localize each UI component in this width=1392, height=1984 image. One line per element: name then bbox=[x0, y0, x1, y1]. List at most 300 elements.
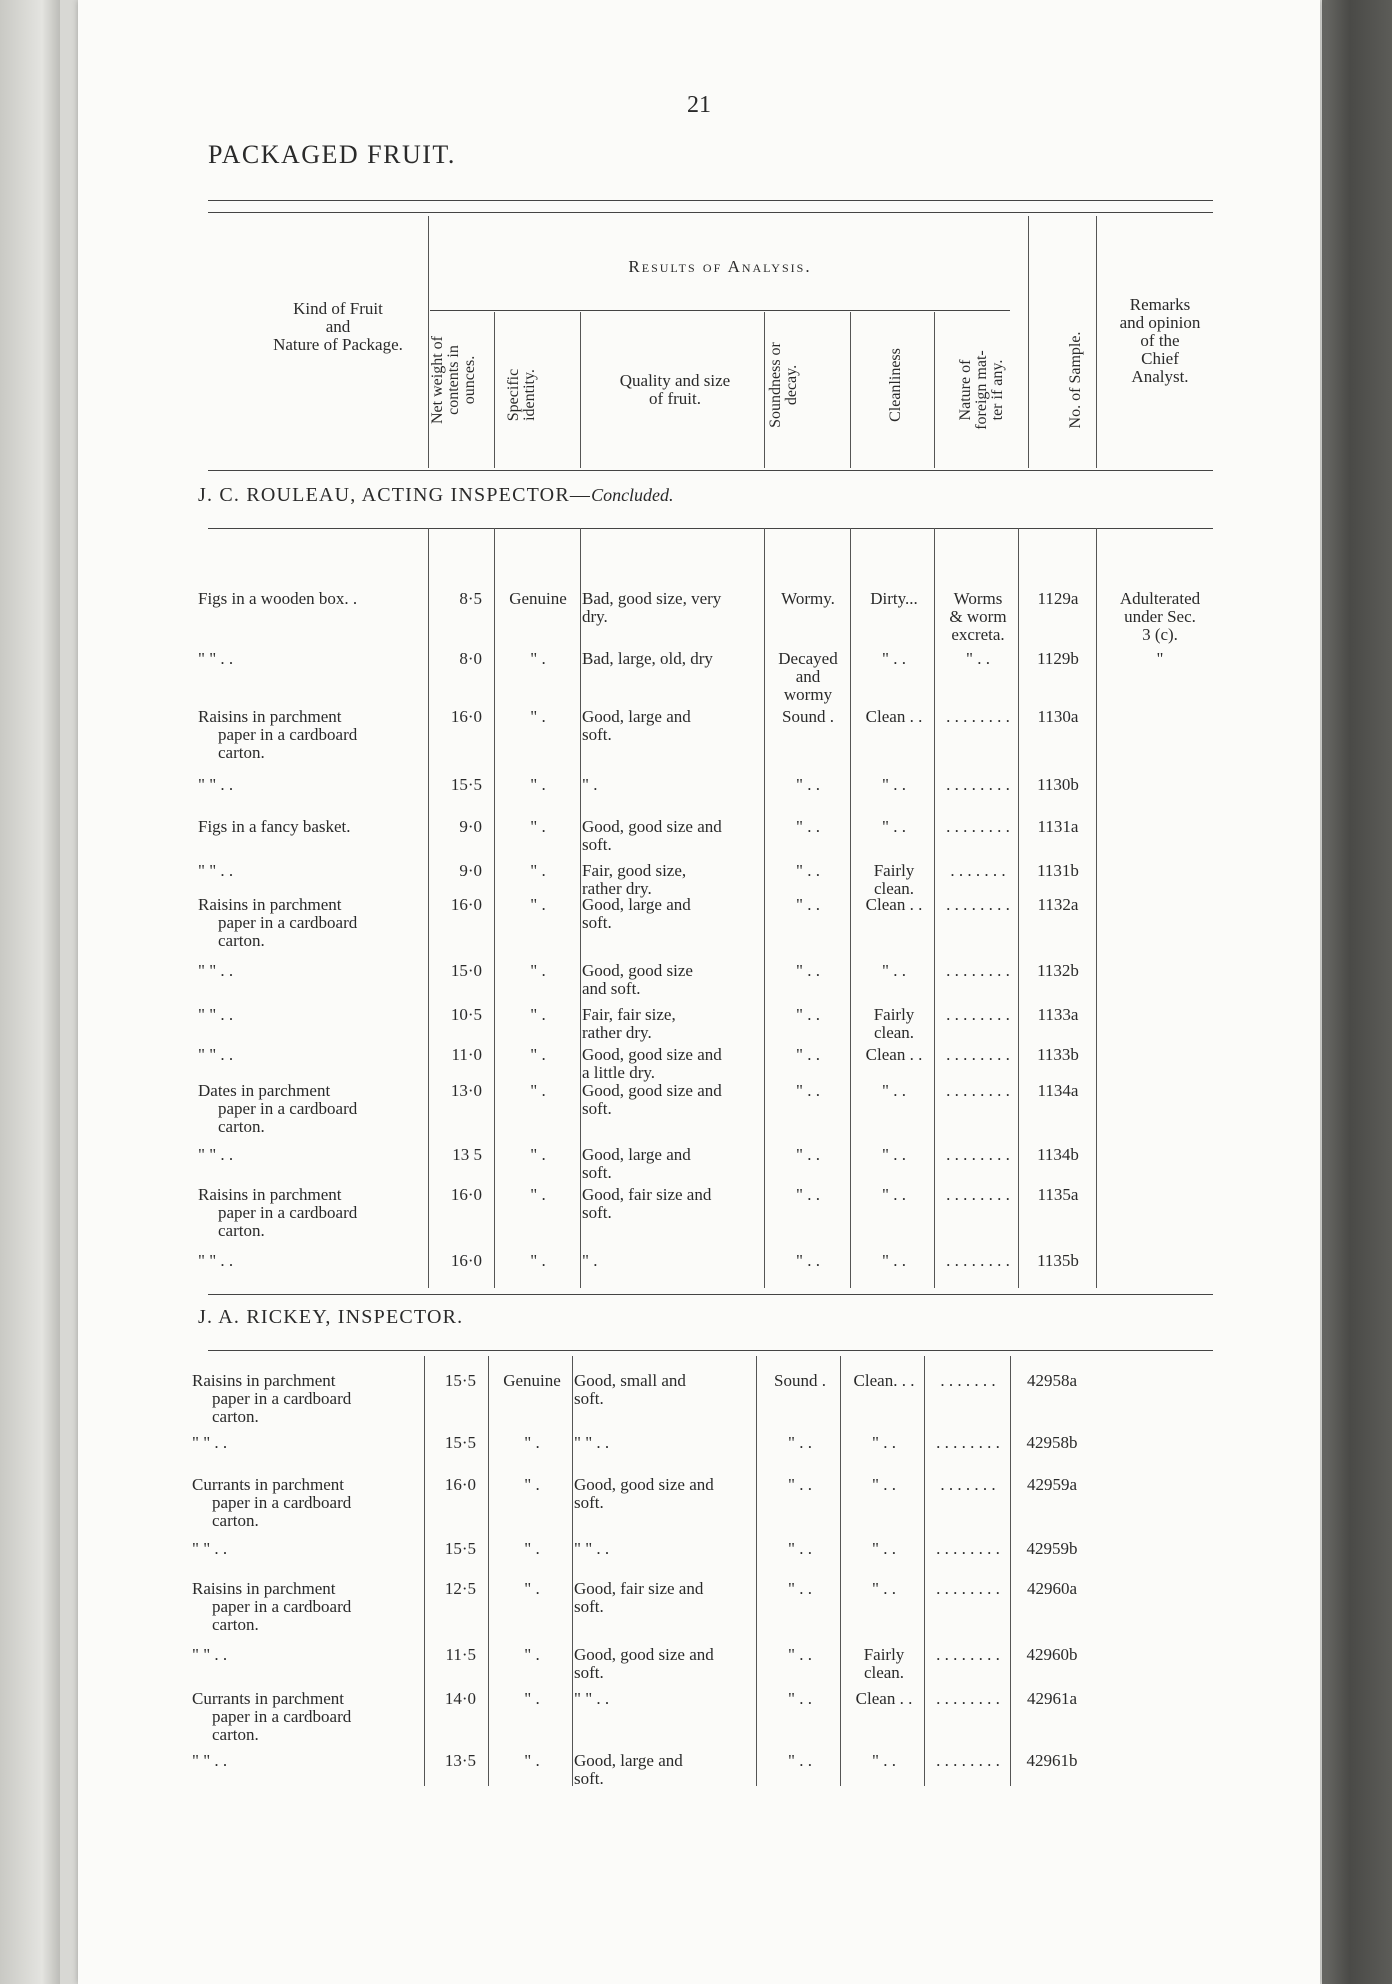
sample-number-cell bbox=[1020, 818, 1096, 836]
header-bottom-rule bbox=[208, 470, 1213, 471]
cleanliness-cell-line: " . . bbox=[882, 775, 906, 794]
net-weight-cell bbox=[430, 776, 482, 794]
foreign-matter-cell-line: . . . . . . . . bbox=[946, 1005, 1010, 1024]
kind-cell bbox=[198, 776, 422, 794]
cleanliness-cell-line: " . . bbox=[882, 1251, 906, 1270]
cleanliness-cell-line: " . . bbox=[882, 1185, 906, 1204]
quality-cell-line: Fair, fair size, bbox=[582, 1005, 676, 1024]
sample-number-cell bbox=[1012, 1434, 1092, 1452]
kind-cell-line: carton. bbox=[212, 1407, 259, 1426]
quality-cell-line: soft. bbox=[582, 1163, 612, 1182]
net-weight-cell bbox=[430, 962, 482, 980]
header-rule bbox=[494, 312, 495, 468]
net-weight-cell bbox=[424, 1580, 476, 1598]
specific-identity-cell bbox=[490, 1690, 574, 1708]
specific-identity-cell bbox=[496, 776, 580, 794]
kind-cell-line: paper in a cardboard bbox=[212, 1707, 352, 1726]
header-line: ounces. bbox=[461, 355, 478, 405]
quality-cell bbox=[574, 1372, 758, 1408]
quality-cell bbox=[582, 818, 766, 854]
sample-number-cell-line: 42958b bbox=[1026, 1433, 1078, 1452]
sample-number-cell bbox=[1020, 1186, 1096, 1204]
net-weight-cell-line: 9·0 bbox=[459, 861, 482, 880]
specific-identity-cell bbox=[496, 1006, 580, 1024]
foreign-matter-cell-line: . . . . . . . . bbox=[936, 1433, 1000, 1452]
sample-number-cell-line: 1130a bbox=[1037, 707, 1079, 726]
soundness-cell bbox=[766, 1082, 850, 1100]
specific-identity-cell-line: " . bbox=[530, 961, 546, 980]
kind-cell-line: paper in a cardboard bbox=[218, 1099, 358, 1118]
kind-cell-line: paper in a cardboard bbox=[212, 1597, 352, 1616]
quality-cell bbox=[574, 1646, 758, 1682]
quality-cell-line: " " . . bbox=[574, 1433, 610, 1452]
quality-cell bbox=[582, 1252, 766, 1270]
header-line: Net weight of bbox=[429, 336, 446, 424]
adjacent-page-edge bbox=[0, 0, 60, 1984]
kind-cell-line: " " . . bbox=[198, 861, 234, 880]
header-line: of the bbox=[1140, 331, 1180, 350]
sample-number-cell-line: 1134b bbox=[1037, 1145, 1079, 1164]
foreign-matter-cell bbox=[936, 1252, 1020, 1270]
specific-identity-cell-line: " . bbox=[530, 895, 546, 914]
quality-cell bbox=[582, 650, 766, 668]
specific-identity-cell-line: Genuine bbox=[503, 1371, 561, 1390]
sample-number-cell-line: 1135a bbox=[1037, 1185, 1079, 1204]
kind-cell bbox=[192, 1476, 416, 1530]
quality-cell-line: Good, large and bbox=[582, 1145, 691, 1164]
foreign-matter-cell bbox=[926, 1752, 1010, 1770]
kind-cell-line: Raisins in parchment bbox=[198, 895, 342, 914]
soundness-cell bbox=[766, 818, 850, 836]
kind-cell bbox=[192, 1434, 416, 1452]
kind-cell bbox=[198, 896, 422, 950]
net-weight-cell bbox=[430, 590, 482, 608]
soundness-cell-line: " . . bbox=[796, 895, 820, 914]
header-rule bbox=[428, 216, 429, 468]
foreign-matter-cell-line: & worm bbox=[949, 607, 1007, 626]
table-top-rule-2 bbox=[208, 212, 1213, 213]
soundness-cell-line: " . . bbox=[796, 817, 820, 836]
section-rule bbox=[208, 1294, 1213, 1295]
remarks-cell-line: Adulterated bbox=[1119, 589, 1201, 608]
specific-identity-cell bbox=[490, 1372, 574, 1390]
specific-identity-cell bbox=[490, 1580, 574, 1598]
header-line: contents in bbox=[445, 345, 462, 415]
sample-number-cell bbox=[1012, 1580, 1092, 1598]
header-line: foreign mat- bbox=[973, 350, 990, 430]
soundness-cell bbox=[766, 1006, 850, 1024]
sample-number-cell bbox=[1020, 1082, 1096, 1100]
soundness-cell-line: " . . bbox=[796, 1185, 820, 1204]
net-weight-cell-line: 15·5 bbox=[444, 1371, 476, 1390]
header-foreign-matter bbox=[958, 315, 1006, 465]
kind-cell-line: " " . . bbox=[198, 649, 234, 668]
cleanliness-cell-line: Clean . . bbox=[865, 895, 923, 914]
kind-cell bbox=[198, 862, 422, 880]
sample-number-cell bbox=[1020, 862, 1096, 880]
net-weight-cell bbox=[424, 1646, 476, 1664]
header-line: Nature of bbox=[957, 359, 974, 421]
foreign-matter-cell bbox=[936, 1046, 1020, 1064]
body-rule bbox=[428, 528, 429, 1288]
kind-cell bbox=[192, 1646, 416, 1664]
header-line: Nature of Package. bbox=[273, 335, 403, 354]
quality-cell bbox=[574, 1434, 758, 1452]
net-weight-cell bbox=[424, 1690, 476, 1708]
foreign-matter-cell bbox=[936, 708, 1020, 726]
kind-cell-line: Raisins in parchment bbox=[198, 707, 342, 726]
net-weight-cell-line: 9·0 bbox=[459, 817, 482, 836]
specific-identity-cell bbox=[496, 708, 580, 726]
cleanliness-cell-line: Fairly bbox=[873, 1005, 915, 1024]
cleanliness-cell-line: " . . bbox=[872, 1579, 896, 1598]
quality-cell-line: Good, fair size and bbox=[574, 1579, 704, 1598]
net-weight-cell-line: 15·5 bbox=[444, 1539, 476, 1558]
quality-cell-line: a little dry. bbox=[582, 1063, 656, 1082]
net-weight-cell bbox=[430, 1146, 482, 1164]
header-line: and opinion bbox=[1119, 313, 1201, 332]
soundness-cell bbox=[758, 1476, 842, 1494]
specific-identity-cell bbox=[490, 1434, 574, 1452]
kind-cell-line: carton. bbox=[218, 1117, 265, 1136]
cleanliness-cell-line: Fairly bbox=[873, 861, 915, 880]
soundness-cell bbox=[758, 1646, 842, 1664]
soundness-cell bbox=[758, 1690, 842, 1708]
kind-cell-line: " " . . bbox=[192, 1751, 228, 1770]
quality-cell-line: rather dry. bbox=[582, 1023, 652, 1042]
quality-cell-line: soft. bbox=[574, 1769, 604, 1788]
header-remarks bbox=[1100, 296, 1220, 386]
document-page bbox=[78, 0, 1320, 1984]
quality-cell-line: soft. bbox=[582, 1203, 612, 1222]
quality-cell bbox=[582, 1006, 766, 1042]
net-weight-cell bbox=[430, 708, 482, 726]
specific-identity-cell-line: Genuine bbox=[509, 589, 567, 608]
kind-cell bbox=[198, 962, 422, 980]
kind-cell-line: Figs in a fancy basket. bbox=[198, 817, 351, 836]
cleanliness-cell-line: " . . bbox=[882, 1081, 906, 1100]
kind-cell-line: " " . . bbox=[198, 1251, 234, 1270]
sample-number-cell bbox=[1012, 1646, 1092, 1664]
cleanliness-cell-line: " . . bbox=[872, 1539, 896, 1558]
section-title: PACKAGED FRUIT. bbox=[208, 140, 456, 169]
foreign-matter-cell-line: . . . . . . . bbox=[950, 861, 1006, 880]
quality-cell-line: " . bbox=[582, 1251, 598, 1270]
cleanliness-cell bbox=[852, 776, 936, 794]
net-weight-cell-line: 12·5 bbox=[444, 1579, 476, 1598]
header-line: decay. bbox=[783, 364, 800, 406]
specific-identity-cell bbox=[496, 896, 580, 914]
quality-cell bbox=[574, 1476, 758, 1512]
specific-identity-cell bbox=[496, 1252, 580, 1270]
soundness-cell-line: " . . bbox=[796, 861, 820, 880]
foreign-matter-cell-line: " . . bbox=[966, 649, 990, 668]
quality-cell-line: Bad, large, old, dry bbox=[582, 649, 713, 668]
specific-identity-cell bbox=[496, 962, 580, 980]
quality-cell-line: Good, good size and bbox=[582, 1045, 722, 1064]
foreign-matter-cell bbox=[936, 650, 1020, 668]
body-rule bbox=[850, 528, 851, 1288]
foreign-matter-cell-line: . . . . . . . . bbox=[946, 1185, 1010, 1204]
soundness-cell-line: " . . bbox=[796, 961, 820, 980]
kind-cell bbox=[198, 1006, 422, 1024]
sample-number-cell-line: 42961a bbox=[1026, 1689, 1078, 1708]
sample-number-cell bbox=[1012, 1540, 1092, 1558]
header-line: of fruit. bbox=[649, 389, 701, 408]
quality-cell bbox=[582, 862, 766, 898]
kind-cell-line: Currants in parchment bbox=[192, 1475, 345, 1494]
net-weight-cell bbox=[430, 862, 482, 880]
cleanliness-cell-line: " . . bbox=[882, 961, 906, 980]
soundness-cell bbox=[766, 896, 850, 914]
header-net-weight bbox=[430, 305, 478, 455]
inspector-suffix: Concluded. bbox=[591, 485, 674, 505]
quality-cell-line: Bad, good size, very bbox=[582, 589, 722, 608]
cleanliness-cell-line: Clean. . . bbox=[853, 1371, 915, 1390]
specific-identity-cell-line: " . bbox=[524, 1475, 540, 1494]
foreign-matter-cell bbox=[936, 590, 1020, 644]
inspector-heading-rouleau bbox=[198, 484, 674, 507]
kind-cell-line: carton. bbox=[218, 743, 265, 762]
cleanliness-cell-line: " . . bbox=[872, 1433, 896, 1452]
header-line: Remarks bbox=[1129, 295, 1191, 314]
soundness-cell-line: " . . bbox=[788, 1579, 812, 1598]
kind-cell-line: paper in a cardboard bbox=[218, 1203, 358, 1222]
sample-number-cell bbox=[1012, 1690, 1092, 1708]
sample-number-cell-line: 1129b bbox=[1037, 649, 1079, 668]
cleanliness-cell-line: " . . bbox=[872, 1475, 896, 1494]
soundness-cell-line: " . . bbox=[788, 1645, 812, 1664]
specific-identity-cell-line: " . bbox=[530, 817, 546, 836]
net-weight-cell-line: 10·5 bbox=[450, 1005, 482, 1024]
sample-number-cell-line: 1131b bbox=[1037, 861, 1079, 880]
foreign-matter-cell-line: . . . . . . . . bbox=[946, 707, 1010, 726]
kind-cell bbox=[198, 1186, 422, 1240]
quality-cell bbox=[582, 1046, 766, 1082]
cleanliness-cell-line: clean. bbox=[873, 1023, 915, 1042]
kind-cell-line: Raisins in parchment bbox=[192, 1371, 336, 1390]
body-rule bbox=[580, 528, 581, 1288]
kind-cell-line: paper in a cardboard bbox=[212, 1389, 352, 1408]
kind-cell-line: " " . . bbox=[198, 775, 234, 794]
sample-number-cell-line: 1132b bbox=[1037, 961, 1079, 980]
kind-cell bbox=[198, 1146, 422, 1164]
specific-identity-cell-line: " . bbox=[530, 1251, 546, 1270]
soundness-cell bbox=[758, 1372, 842, 1390]
foreign-matter-cell bbox=[936, 818, 1020, 836]
foreign-matter-cell-line: . . . . . . . . bbox=[936, 1579, 1000, 1598]
quality-cell bbox=[582, 1146, 766, 1182]
quality-cell bbox=[574, 1690, 758, 1708]
body-rule bbox=[488, 1356, 489, 1786]
remarks-cell-line: under Sec. bbox=[1124, 607, 1196, 626]
kind-cell-line: Figs in a wooden box. . bbox=[198, 589, 358, 608]
quality-cell bbox=[574, 1540, 758, 1558]
table-top-rule bbox=[208, 200, 1213, 201]
sample-number-cell bbox=[1020, 590, 1096, 608]
header-line: Kind of Fruit bbox=[293, 299, 383, 318]
net-weight-cell bbox=[424, 1434, 476, 1452]
specific-identity-cell-line: " . bbox=[530, 775, 546, 794]
soundness-cell bbox=[766, 1146, 850, 1164]
sample-number-cell bbox=[1020, 1252, 1096, 1270]
cleanliness-cell bbox=[852, 1146, 936, 1164]
header-rule bbox=[1096, 216, 1097, 468]
header-rule bbox=[764, 312, 765, 468]
kind-cell bbox=[192, 1690, 416, 1744]
header-cleanliness bbox=[888, 315, 904, 455]
net-weight-cell-line: 16·0 bbox=[444, 1475, 476, 1494]
inspector-name: J. C. ROULEAU, ACTING INSPECTOR— bbox=[198, 484, 592, 506]
sample-number-cell-line: 42959a bbox=[1026, 1475, 1078, 1494]
remarks-cell bbox=[1100, 590, 1220, 644]
sample-number-cell bbox=[1012, 1476, 1092, 1494]
foreign-matter-cell-line: . . . . . . . . bbox=[946, 895, 1010, 914]
body-rule bbox=[1010, 1356, 1011, 1786]
kind-cell bbox=[198, 1046, 422, 1064]
cleanliness-cell bbox=[852, 1006, 936, 1042]
cleanliness-cell bbox=[852, 1186, 936, 1204]
header-line: No. of Sample. bbox=[1067, 331, 1084, 429]
quality-cell-line: Fair, good size, bbox=[582, 861, 687, 880]
soundness-cell-line: " . . bbox=[788, 1539, 812, 1558]
specific-identity-cell-line: " . bbox=[530, 1081, 546, 1100]
foreign-matter-cell-line: . . . . . . . . bbox=[936, 1645, 1000, 1664]
kind-cell-line: Raisins in parchment bbox=[192, 1579, 336, 1598]
kind-cell-line: " " . . bbox=[192, 1645, 228, 1664]
net-weight-cell bbox=[430, 650, 482, 668]
sample-number-cell bbox=[1020, 650, 1096, 668]
quality-cell-line: Good, good size and bbox=[582, 817, 722, 836]
soundness-cell bbox=[766, 650, 850, 704]
body-rule bbox=[494, 528, 495, 1288]
foreign-matter-cell bbox=[936, 1146, 1020, 1164]
soundness-cell bbox=[766, 590, 850, 608]
net-weight-cell-line: 16·0 bbox=[450, 707, 482, 726]
specific-identity-cell bbox=[496, 590, 580, 608]
header-line: ter if any. bbox=[989, 359, 1006, 421]
soundness-cell bbox=[766, 962, 850, 980]
kind-cell-line: " " . . bbox=[192, 1433, 228, 1452]
specific-identity-cell-line: " . bbox=[530, 649, 546, 668]
kind-cell bbox=[192, 1580, 416, 1634]
kind-cell-line: carton. bbox=[218, 1221, 265, 1240]
specific-identity-cell-line: " . bbox=[530, 861, 546, 880]
quality-cell-line: Good, large and bbox=[574, 1751, 683, 1770]
cleanliness-cell bbox=[852, 708, 936, 726]
soundness-cell bbox=[766, 862, 850, 880]
net-weight-cell-line: 15·5 bbox=[444, 1433, 476, 1452]
kind-cell bbox=[192, 1752, 416, 1770]
cleanliness-cell bbox=[852, 818, 936, 836]
sample-number-cell bbox=[1020, 708, 1096, 726]
cleanliness-cell-line: Clean . . bbox=[865, 707, 923, 726]
quality-cell-line: Good, fair size and bbox=[582, 1185, 712, 1204]
kind-cell-line: carton. bbox=[212, 1511, 259, 1530]
quality-cell-line: soft. bbox=[574, 1389, 604, 1408]
sample-number-cell-line: 42961b bbox=[1026, 1751, 1078, 1770]
foreign-matter-cell bbox=[926, 1646, 1010, 1664]
header-specific-identity bbox=[506, 335, 538, 455]
net-weight-cell-line: 15·5 bbox=[450, 775, 482, 794]
quality-cell-line: soft. bbox=[582, 835, 612, 854]
kind-cell bbox=[198, 708, 422, 762]
sample-number-cell bbox=[1020, 962, 1096, 980]
kind-cell-line: Dates in parchment bbox=[198, 1081, 331, 1100]
cleanliness-cell bbox=[842, 1372, 926, 1390]
header-soundness-or-decay bbox=[768, 315, 800, 455]
soundness-cell bbox=[758, 1580, 842, 1598]
header-line: identity. bbox=[521, 369, 538, 421]
foreign-matter-cell-line: excreta. bbox=[951, 625, 1005, 644]
specific-identity-cell bbox=[490, 1476, 574, 1494]
sample-number-cell-line: 42958a bbox=[1026, 1371, 1078, 1390]
soundness-cell-line: " . . bbox=[796, 1145, 820, 1164]
sample-number-cell bbox=[1020, 776, 1096, 794]
sample-number-cell bbox=[1020, 1006, 1096, 1024]
specific-identity-cell-line: " . bbox=[524, 1689, 540, 1708]
sample-number-cell-line: 42959b bbox=[1026, 1539, 1078, 1558]
body-rule bbox=[840, 1356, 841, 1786]
page-number: 21 bbox=[687, 92, 711, 118]
cleanliness-cell bbox=[852, 590, 936, 608]
specific-identity-cell bbox=[496, 650, 580, 668]
inspector-heading-rickey bbox=[198, 1306, 463, 1329]
net-weight-cell bbox=[424, 1540, 476, 1558]
cleanliness-cell-line: Fairly bbox=[863, 1645, 905, 1664]
inspector-name: J. A. RICKEY, INSPECTOR. bbox=[198, 1306, 464, 1328]
foreign-matter-cell bbox=[936, 896, 1020, 914]
quality-cell bbox=[582, 708, 766, 744]
foreign-matter-cell bbox=[926, 1434, 1010, 1452]
net-weight-cell-line: 15·0 bbox=[450, 961, 482, 980]
kind-cell-line: carton. bbox=[212, 1725, 259, 1744]
soundness-cell bbox=[766, 708, 850, 726]
quality-cell bbox=[582, 590, 766, 626]
foreign-matter-cell-line: . . . . . . . bbox=[940, 1371, 996, 1390]
kind-cell-line: " " . . bbox=[192, 1539, 228, 1558]
kind-cell-line: paper in a cardboard bbox=[212, 1493, 352, 1512]
quality-cell bbox=[574, 1752, 758, 1788]
soundness-cell-line: and bbox=[795, 667, 821, 686]
foreign-matter-cell-line: . . . . . . . . bbox=[946, 817, 1010, 836]
foreign-matter-cell bbox=[926, 1372, 1010, 1390]
foreign-matter-cell-line: . . . . . . . bbox=[940, 1475, 996, 1494]
foreign-matter-cell bbox=[926, 1690, 1010, 1708]
cleanliness-cell bbox=[842, 1434, 926, 1452]
kind-cell bbox=[198, 818, 422, 836]
quality-cell-line: Good, large and bbox=[582, 895, 691, 914]
quality-cell-line: Good, good size and bbox=[574, 1645, 714, 1664]
kind-cell-line: " " . . bbox=[198, 1045, 234, 1064]
soundness-cell-line: wormy bbox=[783, 685, 833, 704]
net-weight-cell-line: 13·5 bbox=[444, 1751, 476, 1770]
net-weight-cell bbox=[430, 1252, 482, 1270]
sample-number-cell-line: 1131a bbox=[1037, 817, 1079, 836]
foreign-matter-cell bbox=[936, 776, 1020, 794]
body-rule bbox=[756, 1356, 757, 1786]
specific-identity-cell-line: " . bbox=[524, 1751, 540, 1770]
cleanliness-cell bbox=[852, 962, 936, 980]
quality-cell-line: soft. bbox=[582, 913, 612, 932]
foreign-matter-cell-line: . . . . . . . . bbox=[946, 1251, 1010, 1270]
soundness-cell-line: " . . bbox=[788, 1689, 812, 1708]
soundness-cell bbox=[758, 1434, 842, 1452]
sample-number-cell bbox=[1020, 1146, 1096, 1164]
cleanliness-cell bbox=[852, 650, 936, 668]
specific-identity-cell-line: " . bbox=[524, 1645, 540, 1664]
net-weight-cell-line: 16·0 bbox=[450, 1185, 482, 1204]
